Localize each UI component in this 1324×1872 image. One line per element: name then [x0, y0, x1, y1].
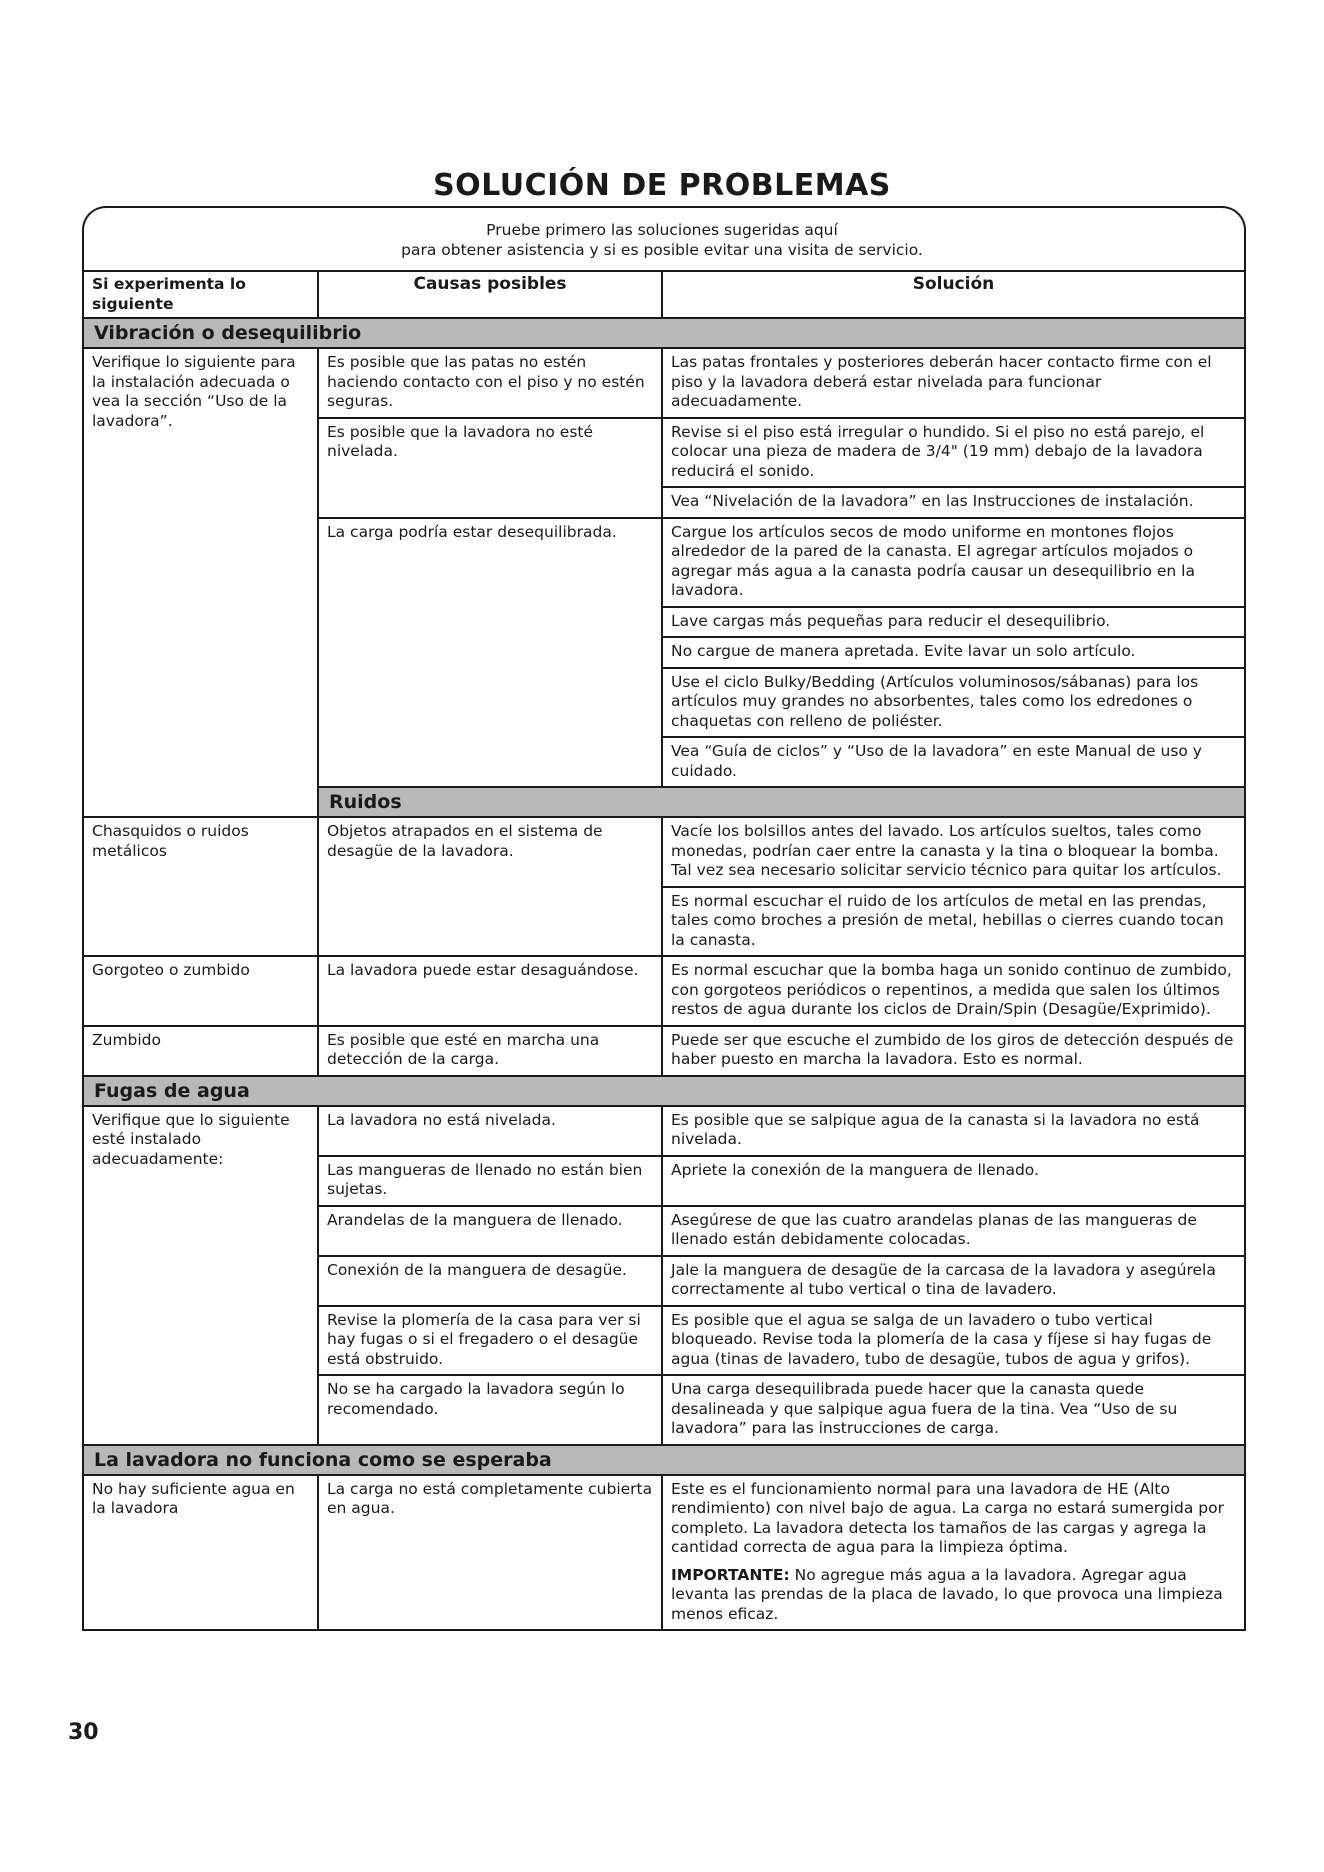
symptom-cell: Gorgoteo o zumbido: [83, 956, 318, 1026]
cause-cell: Arandelas de la manguera de llenado.: [318, 1206, 662, 1256]
table-row: [83, 817, 1245, 887]
cause-cell: Objetos atrapados en el sistema de desagüe de la lavadora.: [318, 817, 662, 956]
section-title: Vibración o desequilibrio: [83, 318, 1245, 348]
symptom-cell: Chasquidos o ruidos metálicos: [83, 817, 318, 956]
solution-cell: Las patas frontales y posteriores deberán hacer contacto firme con el piso y la lavadora deberá estar nivelada para funcionar adecuadamente.: [662, 348, 1245, 418]
section-not-working: [83, 1445, 1245, 1475]
cause-cell: La carga podría estar desequilibrada.: [318, 518, 662, 788]
symptom-cell: Verifique que lo siguiente esté instalado adecuadamente:: [83, 1106, 318, 1445]
solution-cell: Revise si el piso está irregular o hundido. Si el piso no está parejo, el colocar una pieza de madera de 3/4" (19 mm) debajo de la lavadora reducirá el sonido.: [662, 418, 1245, 488]
header-causes: Causas posibles: [318, 271, 662, 318]
intro-line-1: Pruebe primero las soluciones sugeridas aquí: [486, 221, 838, 239]
cause-cell: Es posible que esté en marcha una detección de la carga.: [318, 1026, 662, 1076]
solution-cell: [662, 1475, 1245, 1631]
cause-cell: Es posible que las patas no estén haciendo contacto con el piso y no estén seguras.: [318, 348, 662, 418]
solution-cell: Es normal escuchar el ruido de los artículos de metal en las prendas, tales como broches a presión de metal, hebillas o cierres cuando tocan la canasta.: [662, 887, 1245, 957]
important-label: IMPORTANTE:: [671, 1565, 790, 1584]
table-row: [83, 1026, 1245, 1076]
symptom-cell: No hay suficiente agua en la lavadora: [83, 1475, 318, 1631]
table-row: [83, 1475, 1245, 1631]
table-row: [83, 348, 1245, 418]
solution-paragraph-important: [671, 1566, 1236, 1625]
section-leaks: [83, 1076, 1245, 1106]
cause-cell: Revise la plomería de la casa para ver si hay fugas o si el fregadero o el desagüe está obstruido.: [318, 1306, 662, 1376]
section-title: Fugas de agua: [83, 1076, 1245, 1106]
solution-cell: Vacíe los bolsillos antes del lavado. Los artículos sueltos, tales como monedas, podrían caer entre la canasta y la tina o bloquear la bomba. Tal vez sea necesario solicitar servicio técnico para quitar los artículos.: [662, 817, 1245, 887]
solution-cell: Es posible que el agua se salga de un lavadero o tubo vertical bloqueado. Revise toda la plomería de la casa y fíjese si hay fugas de agua (tinas de lavadero, tubo de desagüe, tubos de agua y grifos).: [662, 1306, 1245, 1376]
solution-cell: Vea “Nivelación de la lavadora” en las Instrucciones de instalación.: [662, 487, 1245, 518]
header-symptom: Si experimenta lo siguiente: [83, 271, 318, 318]
table-row: [83, 1106, 1245, 1156]
solution-cell: Puede ser que escuche el zumbido de los giros de detección después de haber puesto en marcha la lavadora. Esto es normal.: [662, 1026, 1245, 1076]
solution-cell: Cargue los artículos secos de modo uniforme en montones flojos alrededor de la pared de la canasta. El agregar artículos mojados o agregar más agua a la canasta podría causar un desequilibrio en la lavadora.: [662, 518, 1245, 607]
table-header-row: [83, 271, 1245, 318]
cause-cell: La lavadora no está nivelada.: [318, 1106, 662, 1156]
header-solution: Solución: [662, 271, 1245, 318]
section-title: Ruidos: [318, 787, 1245, 817]
solution-cell: Es posible que se salpique agua de la canasta si la lavadora no está nivelada.: [662, 1106, 1245, 1156]
section-vibration: [83, 318, 1245, 348]
cause-cell: Las mangueras de llenado no están bien sujetas.: [318, 1156, 662, 1206]
section-title: La lavadora no funciona como se esperaba: [83, 1445, 1245, 1475]
cause-cell: Es posible que la lavadora no esté nivelada.: [318, 418, 662, 518]
troubleshooting-table: [82, 270, 1246, 1631]
solution-cell: Jale la manguera de desagüe de la carcasa de la lavadora y asegúrela correctamente al tubo vertical o tina de lavadero.: [662, 1256, 1245, 1306]
intro-line-2: para obtener asistencia y si es posible evitar una visita de servicio.: [401, 241, 923, 259]
important-text: No agregue más agua a la lavadora. Agregar agua levanta las prendas de la placa de lavado, lo que provoca una limpieza menos eficaz.: [671, 1565, 1223, 1623]
solution-cell: Apriete la conexión de la manguera de llenado.: [662, 1156, 1245, 1206]
solution-cell: Asegúrese de que las cuatro arandelas planas de las mangueras de llenado están debidamente colocadas.: [662, 1206, 1245, 1256]
cause-cell: No se ha cargado la lavadora según lo recomendado.: [318, 1375, 662, 1445]
symptom-cell: Zumbido: [83, 1026, 318, 1076]
symptom-cell: Verifique lo siguiente para la instalación adecuada o vea la sección “Uso de la lavadora”.: [83, 348, 318, 817]
solution-cell: Vea “Guía de ciclos” y “Uso de la lavadora” en este Manual de uso y cuidado.: [662, 737, 1245, 787]
page-title: SOLUCIÓN DE PROBLEMAS: [433, 168, 891, 203]
cause-cell: La carga no está completamente cubierta en agua.: [318, 1475, 662, 1631]
cause-cell: Conexión de la manguera de desagüe.: [318, 1256, 662, 1306]
intro-text: [0, 220, 1324, 260]
solution-cell: Una carga desequilibrada puede hacer que la canasta quede desalineada y que salpique agua fuera de la tina. Vea “Uso de su lavadora” para las instrucciones de carga.: [662, 1375, 1245, 1445]
cause-cell: La lavadora puede estar desaguándose.: [318, 956, 662, 1026]
solution-cell: Es normal escuchar que la bomba haga un sonido continuo de zumbido, con gorgoteos periódicos o repentinos, a medida que salen los últimos restos de agua durante los ciclos de Drain/Spin (Desagüe/Exprimido).: [662, 956, 1245, 1026]
solution-cell: No cargue de manera apretada. Evite lavar un solo artículo.: [662, 637, 1245, 668]
solution-paragraph: Este es el funcionamiento normal para una lavadora de HE (Alto rendimiento) con nivel bajo de agua. La carga no estará sumergida por completo. La lavadora detecta los tamaños de las cargas y agrega la cantidad correcta de agua para la limpieza óptima.: [671, 1479, 1224, 1556]
solution-cell: Lave cargas más pequeñas para reducir el desequilibrio.: [662, 607, 1245, 638]
table-row: [83, 956, 1245, 1026]
solution-cell: Use el ciclo Bulky/Bedding (Artículos voluminosos/sábanas) para los artículos muy grandes no absorbentes, tales como los edredones o chaquetas con relleno de poliéster.: [662, 668, 1245, 738]
page-number: 30: [68, 1720, 99, 1745]
